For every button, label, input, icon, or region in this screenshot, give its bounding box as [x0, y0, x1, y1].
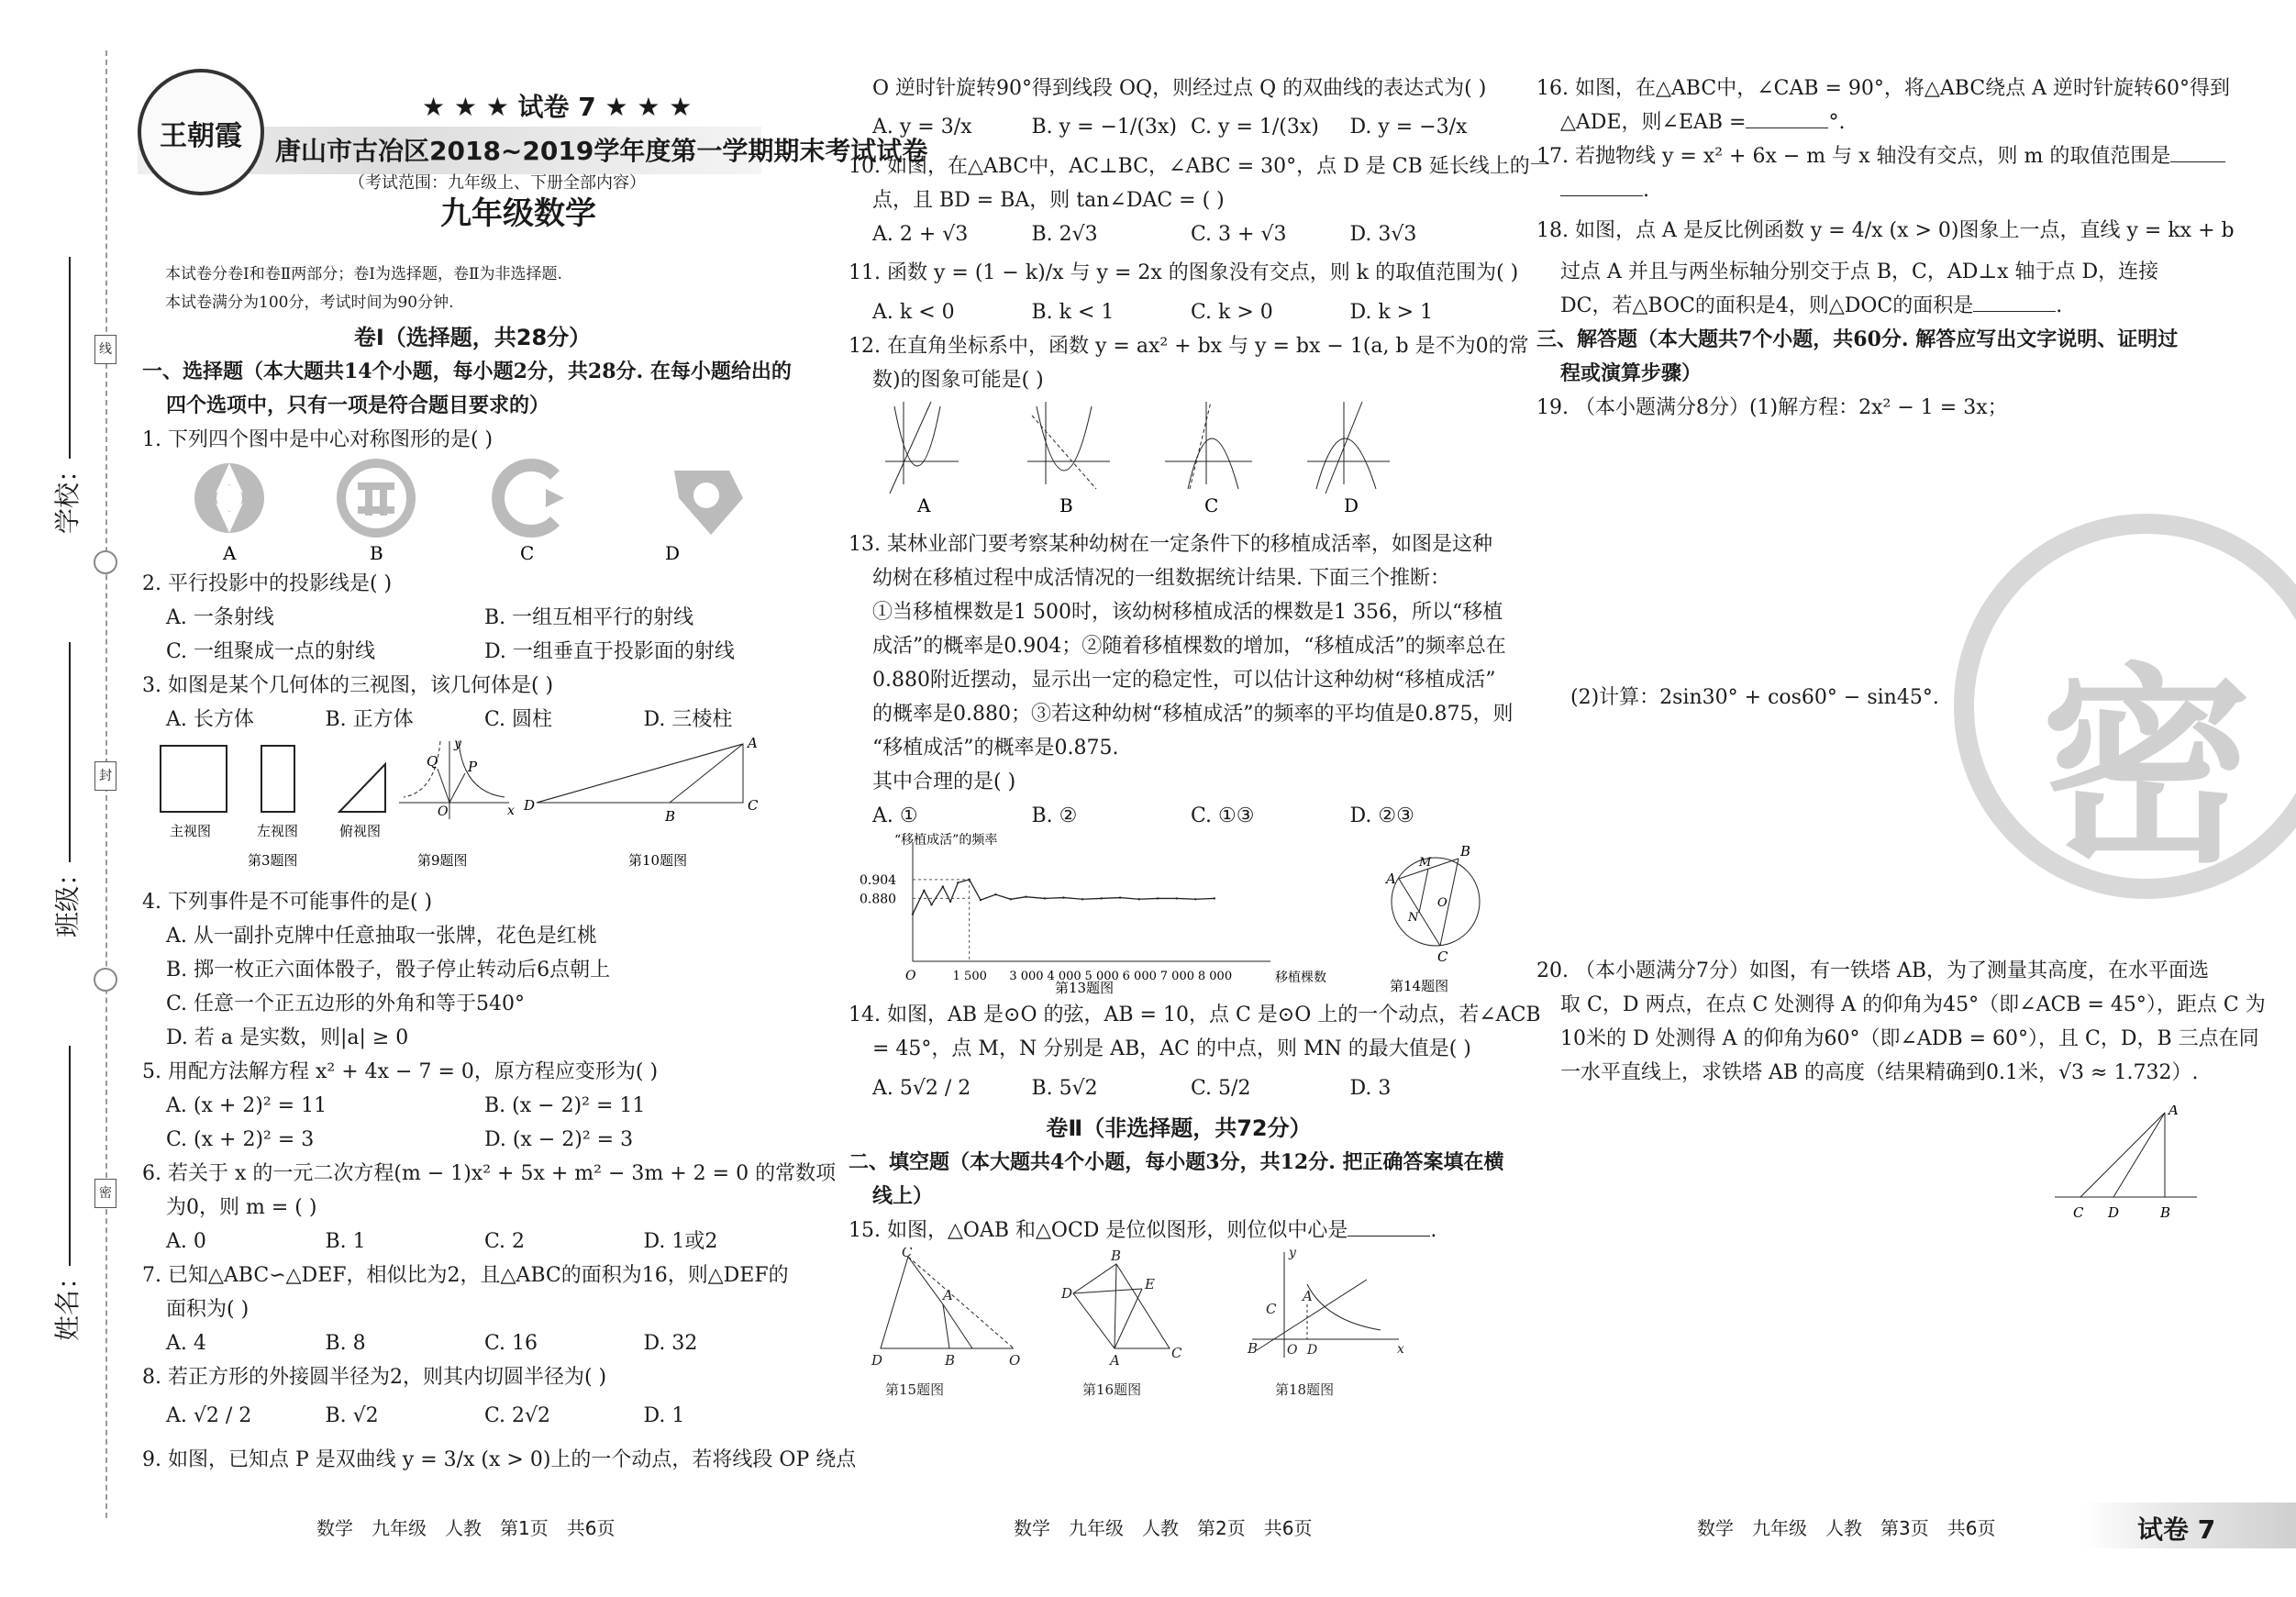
q7-option-b: B. 8 — [325, 1332, 366, 1355]
q5-option-b: B. (x − 2)² = 11 — [484, 1094, 646, 1117]
q3-stem: 3. 如图是某个几何体的三视图，该几何体是( ) — [142, 674, 554, 697]
q13-option-d: D. ②③ — [1349, 804, 1414, 827]
q18-figure — [1247, 1248, 1404, 1398]
svg-text:x: x — [1397, 1342, 1404, 1357]
q10-figure — [523, 737, 759, 869]
q10-option-d: D. 3√3 — [1349, 223, 1417, 246]
svg-text:C: C — [1437, 948, 1448, 965]
q10-option-a: A. 2 + √3 — [872, 223, 969, 246]
svg-text:Q: Q — [427, 753, 438, 770]
q20-line-4: 一水平直线上，求铁塔 AB 的高度（结果精确到0.1米，√3 ≈ 1.732）. — [1560, 1061, 2199, 1084]
svg-text:D: D — [1307, 1343, 1318, 1358]
q17-stem — [1536, 139, 2206, 173]
svg-text:B: B — [1111, 1248, 1122, 1264]
section1-heading: 一、选择题（本大题共14个小题，每小题2分，共28分. 在每小题给出的 — [142, 360, 792, 383]
q1-figure-a — [194, 463, 264, 533]
svg-text:B: B — [2160, 1204, 2171, 1221]
q5-option-d: D. (x − 2)² = 3 — [484, 1128, 634, 1151]
q2-option-b: B. 一组互相平行的射线 — [484, 606, 694, 629]
logo-text: 王朝霞 — [160, 120, 242, 152]
q14-figure — [1371, 833, 1500, 998]
q11-option-a: A. k < 0 — [872, 301, 955, 324]
side-view — [261, 746, 294, 812]
q15-caption: 第15题图 — [885, 1381, 945, 1398]
q13-stem: 13. 某林业部门要考察某种幼树在一定条件下的移植成活率，如图是这种 — [849, 533, 1492, 556]
binding-mark-seal: 封 — [94, 761, 116, 791]
q20-tower-figure — [2055, 1105, 2202, 1229]
chart-x-tick-label: 3 000 — [1009, 970, 1044, 983]
q10-caption: 第10题图 — [628, 852, 688, 869]
q8-stem: 8. 若正方形的外接圆半径为2，则其内切圆半径为( ) — [142, 1366, 607, 1389]
chart-data-point — [1119, 896, 1121, 898]
q13-option-a: A. ① — [872, 804, 918, 827]
logo-badge — [138, 69, 264, 195]
q8-option-a: A. √2 / 2 — [166, 1404, 252, 1427]
svg-text:O: O — [1437, 896, 1447, 910]
q19-part-1: 19. （本小题满分8分）(1)解方程：2x² − 1 = 3x； — [1536, 396, 2008, 419]
binding-name-label: 姓名： — [37, 1055, 92, 1348]
part2-title: 卷Ⅱ（非选择题，共72分） — [1046, 1115, 1312, 1141]
q2-stem: 2. 平行投影中的投影线是( ) — [142, 572, 393, 595]
binding-school-label: 学校： — [37, 275, 92, 550]
svg-text:A: A — [1386, 871, 1396, 887]
q6-option-d: D. 1或2 — [643, 1230, 718, 1253]
q20-line-3: 10米的 D 处测得 A 的仰角为60°（即∠ADB = 60°），且 C，D，B 三点在同 — [1560, 1027, 2259, 1050]
chart-title: “移植成活”的频率 — [894, 833, 998, 848]
q13-option-c: C. ①③ — [1191, 804, 1255, 827]
svg-text:A: A — [1110, 1352, 1120, 1369]
q12-stem: 12. 在直角坐标系中，函数 y = ax² + bx 与 y = bx − 1(a, b 是不为0的常 — [849, 335, 1529, 358]
q1-stem: 1. 下列四个图中是中心对称图形的是( ) — [142, 428, 494, 451]
q1-figures — [142, 457, 803, 567]
q16-stem: 16. 如图，在△ABC中，∠CAB = 90°，将△ABC绕点 A 逆时针旋转60°得到 — [1536, 77, 2231, 100]
q3-caption: 第3题图 — [248, 852, 298, 869]
q2-option-d: D. 一组垂直于投影面的射线 — [484, 640, 735, 663]
column-3 — [1536, 72, 2235, 425]
q13-line-7: “移植成活”的概率是0.875. — [872, 737, 1119, 760]
q13-line-2: 幼树在移植过程中成活情况的一组数据统计结果. 下面三个推断： — [872, 567, 1450, 590]
q7-options — [142, 1326, 803, 1360]
exam-intro-2: 本试卷满分为100分，考试时间为90分钟. — [165, 294, 454, 312]
footer-badge — [2082, 1503, 2296, 1548]
q16-stem-text: △ADE，则∠EAB = — [1560, 111, 1747, 134]
top-view-label: 俯视图 — [339, 823, 382, 839]
q12-label-c: C — [1204, 494, 1219, 516]
q1-figure-b — [341, 463, 411, 533]
q1-label-a: A — [223, 542, 237, 564]
q1-label-d: D — [665, 542, 681, 564]
exam-intro-1: 本试卷分卷Ⅰ和卷Ⅱ两部分；卷Ⅰ为选择题，卷Ⅱ为非选择题. — [165, 265, 562, 283]
q6-option-b: B. 1 — [325, 1230, 366, 1253]
q15-stem-tail: . — [1430, 1219, 1437, 1242]
q9-option-a: A. y = 3/x — [872, 116, 972, 139]
svg-text:A: A — [2168, 1105, 2179, 1118]
svg-text:A: A — [1303, 1288, 1313, 1304]
footer-page-2: 数学 九年级 人教 第2页 共6页 — [1014, 1517, 1313, 1539]
chart-x-tick-label: 7 000 — [1159, 970, 1194, 983]
section3-heading-2: 程或演算步骤） — [1560, 361, 1703, 385]
q10-stem-2: 点，且 BD = BA，则 tan∠DAC = ( ) — [872, 189, 1225, 212]
q13-option-b: B. ② — [1031, 804, 1078, 827]
chart-data-point — [1214, 897, 1215, 899]
q12-graph-b — [1027, 402, 1110, 489]
q17-answer-blank-2[interactable] — [1560, 195, 1643, 196]
q11-option-d: D. k > 1 — [1349, 301, 1434, 324]
q14-stem: 14. 如图，AB 是⊙O 的弦，AB = 10，点 C 是⊙O 上的一个动点，若∠ACB — [849, 1004, 1541, 1026]
secret-stamp-watermark — [1954, 514, 2296, 899]
q11-option-b: B. k < 1 — [1031, 301, 1115, 324]
q5-stem: 5. 用配方法解方程 x² + 4x − 7 = 0，原方程应变形为( ) — [142, 1060, 659, 1083]
q18-line-3-text: DC，若△BOC的面积是4，则△DOC的面积是 — [1560, 294, 1974, 317]
q18-line-3 — [1536, 289, 2206, 323]
q18-answer-blank[interactable] — [1973, 311, 2056, 312]
q9-option-c: C. y = 1/(3x) — [1191, 116, 1319, 139]
chart-data-point — [1025, 896, 1026, 898]
chart-x-tick-label: 5 000 — [1084, 970, 1119, 983]
q13-line-3: ①当移植棵数是1 500时，该幼树移植成活的棵数是1 356，所以“移植 — [872, 601, 1503, 624]
chart-y-tick-label: 0.904 — [860, 872, 897, 888]
q6-stem: 6. 若关于 x 的一元二次方程(m − 1)x² + 5x + m² − 3m + 2 = 0 的常数项 — [142, 1162, 837, 1185]
q3-options — [142, 703, 803, 737]
q13-line-8: 其中合理的是( ) — [872, 771, 1016, 793]
chart-data-point — [912, 913, 914, 915]
svg-text:C: C — [748, 797, 759, 814]
q4-option-d: D. 若 a 是实数，则|a| ≥ 0 — [166, 1026, 409, 1049]
q5-options-1 — [142, 1089, 803, 1123]
binding-class-label: 班级： — [37, 642, 92, 936]
q10-option-b: B. 2√3 — [1031, 223, 1098, 246]
q14-option-b: B. 5√2 — [1031, 1077, 1098, 1100]
q8-option-d: D. 1 — [643, 1404, 685, 1427]
chart-x-label: 移植棵数 — [1275, 970, 1326, 985]
section2-heading-2: 线上） — [872, 1184, 934, 1208]
q18-line-2: 过点 A 并且与两坐标轴分别交于点 B，C，AD⊥x 轴于点 D，连接 — [1560, 261, 2159, 283]
part1-title: 卷Ⅰ（选择题，共28分） — [353, 325, 592, 350]
q17-stem-text: 17. 若抛物线 y = x² + 6x − m 与 x 轴没有交点，则 m 的取值范围是 — [1536, 145, 2171, 168]
q4-option-a: A. 从一副扑克牌中任意抽取一张牌，花色是红桃 — [166, 925, 597, 948]
svg-text:y: y — [454, 737, 461, 751]
q16-figure — [1060, 1248, 1182, 1398]
q9-option-b: B. y = −1/(3x) — [1031, 116, 1177, 139]
q4-option-b: B. 掷一枚正六面体骰子，骰子停止转动后6点朝上 — [166, 959, 611, 981]
svg-text:y: y — [1289, 1248, 1296, 1260]
q2-options-1 — [142, 601, 803, 635]
chart-data-point — [1194, 898, 1196, 900]
svg-text:B: B — [1460, 843, 1471, 859]
chart-data-point — [1081, 898, 1083, 900]
svg-text:D: D — [1061, 1285, 1073, 1302]
q20-block — [1536, 954, 2266, 1090]
q6-option-a: A. 0 — [166, 1230, 206, 1253]
front-view-label: 主视图 — [170, 823, 212, 839]
svg-text:O: O — [438, 804, 449, 819]
q3-q9-q10-figures — [142, 737, 803, 874]
chart-x-tick-label: 6 000 — [1122, 970, 1157, 983]
q1-label-b: B — [370, 542, 383, 564]
q14-option-a: A. 5√2 / 2 — [872, 1077, 971, 1100]
q8-option-c: C. 2√2 — [484, 1404, 551, 1427]
q13-line-6: 的概率是0.880；③若这种幼树“移植成活”的频率的平均值是0.875，则 — [872, 703, 1514, 726]
exam-scope: （考试范围：九年级上、下册全部内容） — [349, 173, 646, 193]
q9-caption: 第9题图 — [417, 852, 468, 869]
q8-options — [142, 1394, 803, 1438]
q3-option-a: A. 长方体 — [166, 708, 254, 731]
q14-stem-2: = 45°，点 M，N 分别是 AB，AC 的中点，则 MN 的最大值是( ) — [872, 1037, 1471, 1060]
svg-text:E: E — [1145, 1276, 1155, 1292]
q14-option-c: C. 5/2 — [1191, 1077, 1251, 1100]
q5-option-c: C. (x + 2)² = 3 — [166, 1128, 315, 1151]
q9-options — [849, 105, 1509, 150]
chart-data-point — [930, 904, 932, 905]
chart-x-tick-label: 1 500 — [952, 970, 987, 983]
chart-data-point — [949, 901, 951, 903]
svg-text:C: C — [1171, 1345, 1182, 1361]
q17-stem-2 — [1536, 173, 2206, 207]
q9-option-d: D. y = −3/x — [1349, 116, 1468, 139]
q11-stem: 11. 函数 y = (1 − k)/x 与 y = 2x 的图象没有交点，则 k 的取值范围为( ) — [849, 261, 1519, 284]
section1-heading-2: 四个选项中，只有一项是符合题目要求的） — [166, 394, 550, 417]
q7-option-d: D. 32 — [643, 1332, 698, 1355]
q12-graph-d — [1307, 402, 1390, 494]
q3-option-d: D. 三棱柱 — [643, 708, 733, 731]
svg-text:P: P — [468, 759, 478, 775]
q18-stem: 18. 如图，点 A 是反比例函数 y = 4/x (x > 0)图象上一点，直线 y = kx + b — [1536, 219, 2235, 242]
q10-option-c: C. 3 + √3 — [1191, 223, 1287, 246]
section2-heading: 二、填空题（本大题共4个小题，每小题3分，共12分. 把正确答案填在横 — [849, 1150, 1504, 1174]
q1-figure-row — [142, 457, 803, 567]
q15-figure — [871, 1248, 1020, 1398]
q17-answer-blank-1[interactable] — [2170, 161, 2225, 162]
q15-stem-text: 15. 如图，△OAB 和△OCD 是位似图形，则位似中心是 — [849, 1219, 1348, 1242]
q6-option-c: C. 2 — [484, 1230, 526, 1253]
q3-option-c: C. 圆柱 — [484, 708, 553, 731]
chart-y-tick-label: 0.880 — [860, 892, 897, 907]
q6-stem-2: 为0，则 m = ( ) — [166, 1196, 317, 1219]
q13-options — [849, 799, 1509, 833]
q5-options-2 — [142, 1123, 803, 1157]
q10-options — [849, 217, 1509, 251]
q3-option-b: B. 正方体 — [325, 708, 414, 731]
q6-options — [142, 1225, 803, 1259]
q12-graph-c — [1165, 402, 1252, 489]
column-1 — [142, 321, 857, 1482]
q9-figure — [399, 737, 515, 869]
binding-mark-line: 线 — [94, 335, 116, 364]
top-view — [339, 764, 385, 812]
q11-option-c: C. k > 0 — [1191, 301, 1273, 324]
q2-options-2 — [142, 635, 803, 669]
chart-x-tick-label: 8 000 — [1197, 970, 1233, 983]
front-view — [161, 746, 227, 812]
chart-data-point — [1100, 897, 1102, 899]
svg-text:B: B — [1248, 1340, 1259, 1357]
frequency-chart — [858, 833, 1353, 998]
chart-data-point — [1044, 897, 1046, 899]
q12-label-a: A — [917, 494, 931, 516]
chart-data-point — [942, 885, 944, 887]
svg-text:N: N — [1408, 911, 1419, 925]
svg-text:A: A — [943, 1287, 953, 1303]
q15-stem — [849, 1214, 1509, 1248]
chart-data-point — [968, 879, 970, 881]
q4-option-c: C. 任意一个正五边形的外角和等于540° — [166, 993, 526, 1015]
chart-x-tick-label: 4 000 — [1047, 970, 1081, 983]
q7-option-a: A. 4 — [166, 1332, 206, 1355]
section3-heading: 三、解答题（本大题共7个小题，共60分. 解答应写出文字说明、证明过 — [1536, 327, 2179, 351]
footer-page-3: 数学 九年级 人教 第3页 共6页 — [1697, 1517, 1996, 1539]
binding-ring-1 — [94, 550, 117, 574]
footer-badge-text: 试卷 7 — [2137, 1514, 2216, 1545]
q9-stem: 9. 如图，已知点 P 是双曲线 y = 3/x (x > 0)上的一个动点，若将线段 OP 绕点 — [142, 1448, 857, 1471]
q14-options — [849, 1066, 1509, 1112]
q7-option-c: C. 16 — [484, 1332, 538, 1355]
chart-data-point — [1010, 898, 1012, 900]
chart-data-point — [1062, 896, 1064, 898]
chart-data-point — [1176, 897, 1178, 899]
q20-line-2: 取 C，D 两点，在点 C 处测得 A 的仰角为45°（即∠ACB = 45°），距点 C 为 — [1560, 993, 2266, 1016]
chart-data-point — [957, 882, 959, 883]
q14-option-d: D. 3 — [1349, 1077, 1392, 1100]
svg-text:D: D — [2108, 1204, 2120, 1221]
q19-part-2: (2)计算：2sin30° + cos60° − sin45°. — [1570, 686, 1939, 709]
q12-label-d: D — [1344, 494, 1359, 516]
svg-text:O: O — [1287, 1343, 1298, 1358]
q13-line-4: 成活”的概率是0.904；②随着移植棵数的增加，“移植成活”的频率总在 — [872, 635, 1506, 658]
svg-text:C: C — [902, 1248, 913, 1260]
secret-stamp-text: 密 — [2040, 647, 2252, 892]
q20-line-1: 20. （本小题满分7分）如图，有一铁塔 AB，为了测量其高度，在水平面选 — [1536, 959, 2210, 982]
svg-text:D: D — [524, 797, 536, 814]
q8-option-b: B. √2 — [325, 1404, 379, 1427]
q15-answer-blank[interactable] — [1348, 1236, 1430, 1237]
q1-figure-c — [498, 465, 564, 531]
q2-option-a: A. 一条射线 — [166, 606, 274, 629]
q7-stem: 7. 已知△ABC∽△DEF，相似比为2，且△ABC的面积为16，则△DEF的 — [142, 1264, 789, 1287]
chart-data-point — [923, 890, 925, 892]
binding-mark-secret: 密 — [94, 1179, 116, 1208]
q7-stem-2: 面积为( ) — [166, 1298, 250, 1321]
q1-figure-d — [674, 471, 743, 535]
q15-q16-q18-figures — [849, 1248, 1509, 1403]
q13-caption: 第13题图 — [1055, 980, 1115, 996]
chart-data-point — [1157, 897, 1159, 899]
svg-text:O: O — [1009, 1352, 1021, 1369]
q14-caption: 第14题图 — [1390, 978, 1449, 994]
q18-caption: 第18题图 — [1275, 1381, 1335, 1398]
q18-stem-tail: . — [2056, 294, 2063, 317]
q12-graph-a — [885, 402, 959, 494]
q2-option-c: C. 一组聚成一点的射线 — [166, 640, 376, 663]
paper-number: ★ ★ ★ 试卷 7 ★ ★ ★ — [422, 92, 693, 122]
q13-line-5: 0.880附近摆动，显示出一定的稳定性，可以估计这种幼树“移植成活” — [872, 669, 1496, 692]
q17-stem-tail: . — [1643, 179, 1649, 202]
q12-stem-2: 数)的图象可能是( ) — [872, 369, 1044, 392]
chart-data-point — [980, 899, 982, 901]
q13-q14-figures — [849, 833, 1509, 998]
svg-text:D: D — [871, 1352, 883, 1369]
binding-ring-2 — [94, 968, 117, 992]
chart-data-point — [994, 893, 996, 895]
q11-options — [849, 295, 1509, 329]
q12-graphs — [849, 397, 1509, 516]
exam-subject: 九年级数学 — [440, 195, 596, 232]
svg-text:B: B — [665, 808, 676, 825]
side-view-label: 左视图 — [257, 823, 299, 839]
svg-text:C: C — [1266, 1301, 1277, 1317]
q9-stem-2: O 逆时针旋转90°得到线段 OQ，则经过点 Q 的双曲线的表达式为( ) — [872, 77, 1487, 100]
chart-data-point — [1137, 898, 1139, 900]
svg-text:M: M — [1419, 856, 1432, 870]
column-2 — [849, 72, 1550, 1414]
q16-caption: 第16题图 — [1082, 1381, 1142, 1398]
svg-text:A: A — [748, 737, 758, 751]
exam-title: 唐山市古冶区2018~2019学年度第一学期期末考试试卷 — [275, 136, 928, 166]
svg-text:B: B — [945, 1352, 956, 1369]
q1-label-c: C — [520, 542, 535, 564]
q16-stem-2 — [1536, 105, 2206, 139]
svg-text:x: x — [507, 804, 515, 818]
footer-page-1: 数学 九年级 人教 第1页 共6页 — [316, 1517, 616, 1539]
q16-stem-tail: °. — [1828, 111, 1846, 134]
q4-stem: 4. 下列事件是不可能事件的是( ) — [142, 891, 433, 914]
q5-option-a: A. (x + 2)² = 11 — [166, 1094, 327, 1117]
q10-stem: 10. 如图，在△ABC中，AC⊥BC，∠ABC = 30°，点 D 是 CB 延长线上的一 — [849, 155, 1550, 178]
chart-origin: O — [905, 969, 916, 983]
q12-label-b: B — [1059, 494, 1073, 516]
svg-text:C: C — [2073, 1204, 2084, 1221]
